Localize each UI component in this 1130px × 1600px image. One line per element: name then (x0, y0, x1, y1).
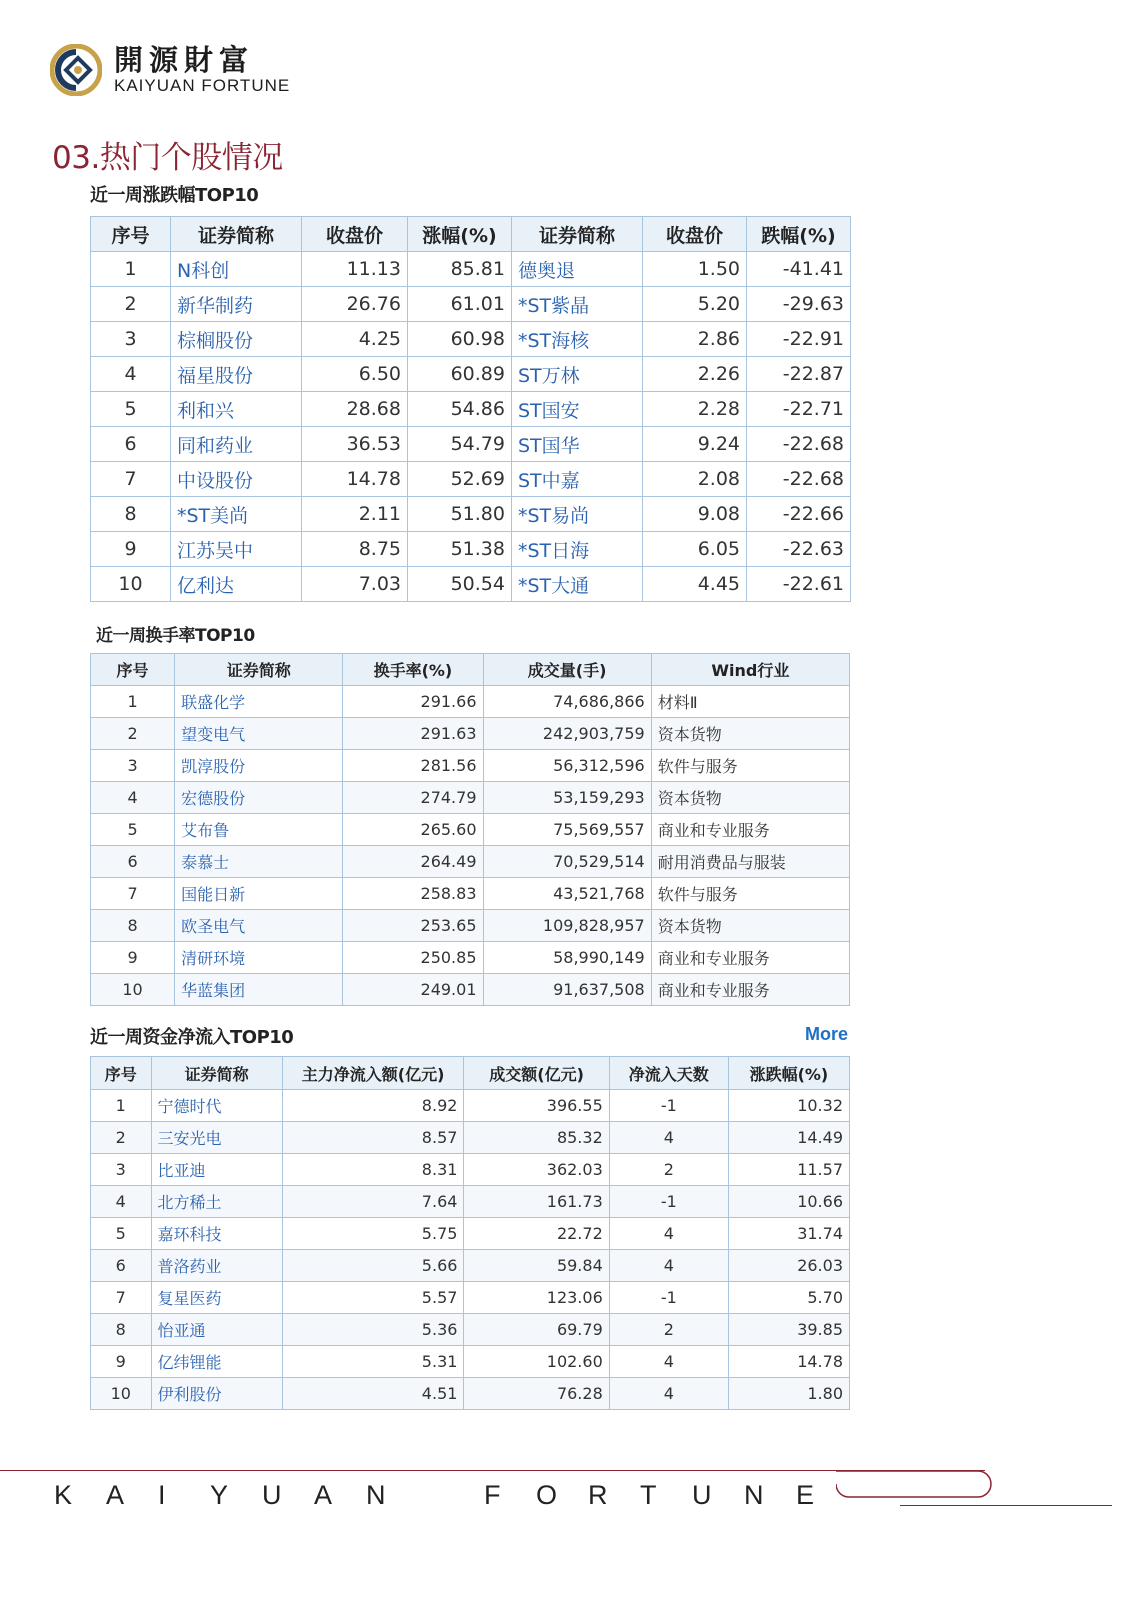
table-cell: 26.76 (302, 287, 408, 322)
stock-name-link[interactable]: 北方稀土 (151, 1186, 282, 1218)
column-header: 证券简称 (175, 654, 343, 686)
table-cell: 3 (91, 750, 175, 782)
column-header: 序号 (91, 654, 175, 686)
table-cell: -22.91 (747, 322, 851, 357)
table-cell: 4.45 (643, 567, 747, 602)
table-cell: 249.01 (343, 974, 483, 1006)
column-header: 收盘价 (302, 217, 408, 252)
stock-name-link[interactable]: 福星股份 (171, 357, 302, 392)
table-row (91, 1218, 850, 1250)
footer-letter: I (158, 1480, 166, 1510)
table-row (91, 497, 851, 532)
table-cell: 材料Ⅱ (651, 686, 849, 718)
table-cell: -22.87 (747, 357, 851, 392)
table-cell: 8.75 (302, 532, 408, 567)
stock-name-link[interactable]: 怡亚通 (151, 1314, 282, 1346)
stock-name-link[interactable]: ST国华 (512, 427, 643, 462)
table-cell: 10 (91, 1378, 152, 1410)
table-cell: -1 (609, 1090, 728, 1122)
stock-name-link[interactable]: 嘉环科技 (151, 1218, 282, 1250)
table-cell: 4 (91, 1186, 152, 1218)
table-cell: 4 (91, 357, 171, 392)
table-cell: 75,569,557 (483, 814, 651, 846)
table-cell: 56,312,596 (483, 750, 651, 782)
table-cell: 4 (609, 1250, 728, 1282)
table-cell: 7 (91, 462, 171, 497)
table-cell: 14.78 (302, 462, 408, 497)
table-cell: 85.81 (408, 252, 512, 287)
table-row (91, 1346, 850, 1378)
table-row (91, 357, 851, 392)
table-cell: 102.60 (464, 1346, 609, 1378)
table-cell: 291.66 (343, 686, 483, 718)
stock-name-link[interactable]: 艾布鲁 (175, 814, 343, 846)
stock-name-link[interactable]: 联盛化学 (175, 686, 343, 718)
footer-letter: U (692, 1480, 712, 1510)
table-cell: 36.53 (302, 427, 408, 462)
table-cell: -1 (609, 1186, 728, 1218)
table-cell: 161.73 (464, 1186, 609, 1218)
stock-name-link[interactable]: ST中嘉 (512, 462, 643, 497)
table-cell: 242,903,759 (483, 718, 651, 750)
kaiyuan-logo-icon (50, 44, 102, 96)
stock-name-link[interactable]: 伊利股份 (151, 1378, 282, 1410)
table-cell: 1 (91, 686, 175, 718)
table-cell: 53,159,293 (483, 782, 651, 814)
table-cell: 54.79 (408, 427, 512, 462)
table-cell: 396.55 (464, 1090, 609, 1122)
table-cell: 6 (91, 1250, 152, 1282)
table-cell: 6.50 (302, 357, 408, 392)
column-header: 证券简称 (512, 217, 643, 252)
footer-letter: O (536, 1480, 558, 1510)
table-cell: 60.89 (408, 357, 512, 392)
table-cell: 3 (91, 1154, 152, 1186)
table-cell: 14.78 (728, 1346, 849, 1378)
table-cell: 265.60 (343, 814, 483, 846)
table-cell: 6 (91, 846, 175, 878)
stock-name-link[interactable]: ST万林 (512, 357, 643, 392)
stock-name-link[interactable]: 同和药业 (171, 427, 302, 462)
table1-title: 近一周涨跌幅TOP10 (90, 185, 259, 206)
stock-name-link[interactable]: 新华制药 (171, 287, 302, 322)
column-header: 成交量(手) (483, 654, 651, 686)
stock-name-link[interactable]: *ST大通 (512, 567, 643, 602)
table-cell: 7.64 (282, 1186, 464, 1218)
more-link[interactable]: More (804, 1024, 848, 1044)
column-header: 成交额(亿元) (464, 1057, 609, 1090)
table-row (91, 392, 851, 427)
column-header: 收盘价 (643, 217, 747, 252)
column-header: 证券简称 (171, 217, 302, 252)
table-cell: 4 (609, 1346, 728, 1378)
table-cell: 耐用消费品与服装 (651, 846, 849, 878)
table-cell: -41.41 (747, 252, 851, 287)
table-row (91, 427, 851, 462)
column-header: Wind行业 (651, 654, 849, 686)
footer-letter: U (262, 1480, 282, 1510)
table-cell: 9.24 (643, 427, 747, 462)
stock-name-link[interactable]: N科创 (171, 252, 302, 287)
table-cell: 软件与服务 (651, 878, 849, 910)
table-cell: 14.49 (728, 1122, 849, 1154)
table-cell: 8 (91, 497, 171, 532)
table-cell: 5.36 (282, 1314, 464, 1346)
stock-name-link[interactable]: ST国安 (512, 392, 643, 427)
table-cell: 76.28 (464, 1378, 609, 1410)
table-row (91, 252, 851, 287)
table-cell: 58,990,149 (483, 942, 651, 974)
footer-letter: E (796, 1480, 815, 1510)
table-cell: 61.01 (408, 287, 512, 322)
table-cell: 31.74 (728, 1218, 849, 1250)
table-row (91, 1154, 850, 1186)
table-cell: 5 (91, 1218, 152, 1250)
brand-logo (50, 44, 290, 96)
table-row (91, 1378, 850, 1410)
table-cell: 123.06 (464, 1282, 609, 1314)
table-row (91, 1314, 850, 1346)
footer-letter: N (366, 1480, 386, 1510)
table-cell: 26.03 (728, 1250, 849, 1282)
table-cell: -1 (609, 1282, 728, 1314)
stock-name-link[interactable]: 欧圣电气 (175, 910, 343, 942)
table-cell: 8.92 (282, 1090, 464, 1122)
table-cell: 4 (609, 1378, 728, 1410)
stock-name-link[interactable]: 亿利达 (171, 567, 302, 602)
table-cell: 28.68 (302, 392, 408, 427)
table-cell: 274.79 (343, 782, 483, 814)
table-cell: 商业和专业服务 (651, 974, 849, 1006)
table-cell: 5.70 (728, 1282, 849, 1314)
table-row (91, 942, 850, 974)
table-cell: 11.13 (302, 252, 408, 287)
table-cell: 2 (609, 1314, 728, 1346)
table-cell: 资本货物 (651, 718, 849, 750)
stock-name-link[interactable]: 国能日新 (175, 878, 343, 910)
table-cell: -22.68 (747, 427, 851, 462)
table-cell: 264.49 (343, 846, 483, 878)
table-cell: 2.28 (643, 392, 747, 427)
table-cell: 11.57 (728, 1154, 849, 1186)
table-row (91, 1122, 850, 1154)
table-cell: -22.71 (747, 392, 851, 427)
column-header: 序号 (91, 217, 171, 252)
table-row (91, 1186, 850, 1218)
table-cell: -22.61 (747, 567, 851, 602)
table-cell: 74,686,866 (483, 686, 651, 718)
table-cell: 2.11 (302, 497, 408, 532)
table-cell: 2 (91, 1122, 152, 1154)
table-row (91, 322, 851, 357)
net-inflow-table (90, 1056, 850, 1410)
table-cell: 5 (91, 814, 175, 846)
table-cell: 109,828,957 (483, 910, 651, 942)
column-header: 序号 (91, 1057, 152, 1090)
table-cell: 2.08 (643, 462, 747, 497)
stock-name-link[interactable]: 复星医药 (151, 1282, 282, 1314)
table-cell: 2.86 (643, 322, 747, 357)
stock-name-link[interactable]: 普洛药业 (151, 1250, 282, 1282)
column-header: 主力净流入额(亿元) (282, 1057, 464, 1090)
table-cell: 50.54 (408, 567, 512, 602)
brand-name-en: KAIYUAN FORTUNE (114, 76, 291, 95)
table-row (91, 878, 850, 910)
table-cell: 4 (91, 782, 175, 814)
table-cell: 70,529,514 (483, 846, 651, 878)
table-cell: 250.85 (343, 942, 483, 974)
table-cell: 1.80 (728, 1378, 849, 1410)
table-cell: 1 (91, 252, 171, 287)
table-cell: -22.68 (747, 462, 851, 497)
table-cell: 43,521,768 (483, 878, 651, 910)
column-header: 涨跌幅(%) (728, 1057, 849, 1090)
footer-brand-text (54, 1480, 848, 1511)
footer-letter: T (640, 1480, 657, 1510)
table-cell: 10 (91, 567, 171, 602)
stock-name-link[interactable]: 凯淳股份 (175, 750, 343, 782)
stock-name-link[interactable]: *ST海核 (512, 322, 643, 357)
table-cell: 5.66 (282, 1250, 464, 1282)
table-row (91, 718, 850, 750)
table-cell: 1.50 (643, 252, 747, 287)
table-cell: 22.72 (464, 1218, 609, 1250)
table-cell: 8.57 (282, 1122, 464, 1154)
column-header: 净流入天数 (609, 1057, 728, 1090)
column-header: 证券简称 (151, 1057, 282, 1090)
stock-name-link[interactable]: 望变电气 (175, 718, 343, 750)
footer-letter: K (54, 1480, 73, 1510)
table-cell: 7.03 (302, 567, 408, 602)
table-cell: 5.31 (282, 1346, 464, 1378)
stock-name-link[interactable]: 宁德时代 (151, 1090, 282, 1122)
stock-name-link[interactable]: *ST美尚 (171, 497, 302, 532)
table-cell: 商业和专业服务 (651, 814, 849, 846)
stock-name-link[interactable]: 三安光电 (151, 1122, 282, 1154)
table-cell: 4.51 (282, 1378, 464, 1410)
column-header: 换手率(%) (343, 654, 483, 686)
footer-letter: R (588, 1480, 608, 1510)
table-cell: 9 (91, 942, 175, 974)
table-cell: 60.98 (408, 322, 512, 357)
table-cell: 2 (609, 1154, 728, 1186)
table-cell: 4 (609, 1122, 728, 1154)
column-header: 涨幅(%) (408, 217, 512, 252)
footer-letter: N (744, 1480, 764, 1510)
footer-pill-decoration (836, 1470, 992, 1498)
table-row (91, 532, 851, 567)
footer-letter: A (314, 1480, 333, 1510)
table-cell: -22.66 (747, 497, 851, 532)
table-cell: 9 (91, 532, 171, 567)
table-row (91, 910, 850, 942)
table-cell: 9.08 (643, 497, 747, 532)
table-cell: 2 (91, 287, 171, 322)
stock-name-link[interactable]: 宏德股份 (175, 782, 343, 814)
table-cell: 5.75 (282, 1218, 464, 1250)
turnover-table (90, 653, 850, 1006)
table-cell: 51.80 (408, 497, 512, 532)
stock-name-link[interactable]: 清研环境 (175, 942, 343, 974)
table-row (91, 1250, 850, 1282)
table-cell: 291.63 (343, 718, 483, 750)
table-cell: 91,637,508 (483, 974, 651, 1006)
brand-name-cn: 開源財富 (114, 43, 255, 77)
table3-title: 近一周资金净流入TOP10 (90, 1027, 294, 1048)
table-cell: 5.57 (282, 1282, 464, 1314)
stock-name-link[interactable]: 亿纬锂能 (151, 1346, 282, 1378)
stock-name-link[interactable]: 德奥退 (512, 252, 643, 287)
table-cell: 7 (91, 1282, 152, 1314)
stock-name-link[interactable]: 利和兴 (171, 392, 302, 427)
table-cell: 10.32 (728, 1090, 849, 1122)
stock-name-link[interactable]: 棕榈股份 (171, 322, 302, 357)
table-cell: 8 (91, 1314, 152, 1346)
table-cell: 5.20 (643, 287, 747, 322)
table-cell: 资本货物 (651, 782, 849, 814)
table-row (91, 462, 851, 497)
table-cell: 9 (91, 1346, 152, 1378)
table-cell: 资本货物 (651, 910, 849, 942)
stock-name-link[interactable]: 泰慕士 (175, 846, 343, 878)
table-cell: 商业和专业服务 (651, 942, 849, 974)
stock-name-link[interactable]: *ST易尚 (512, 497, 643, 532)
table-row (91, 814, 850, 846)
table-cell: -29.63 (747, 287, 851, 322)
table-cell: 6 (91, 427, 171, 462)
stock-name-link[interactable]: *ST紫晶 (512, 287, 643, 322)
table-row (91, 846, 850, 878)
table-row (91, 782, 850, 814)
table-cell: 2 (91, 718, 175, 750)
table-cell: 85.32 (464, 1122, 609, 1154)
table-row (91, 1282, 850, 1314)
table-cell: 4.25 (302, 322, 408, 357)
table2-title: 近一周换手率TOP10 (96, 626, 255, 646)
table-cell: 10 (91, 974, 175, 1006)
footer-letter: Y (210, 1480, 229, 1510)
table-cell: 362.03 (464, 1154, 609, 1186)
table-cell: 51.38 (408, 532, 512, 567)
table-cell: 6.05 (643, 532, 747, 567)
footer-tail-rule (900, 1505, 1112, 1506)
table-row (91, 1090, 850, 1122)
footer-letter: F (484, 1480, 501, 1510)
stock-name-link[interactable]: 比亚迪 (151, 1154, 282, 1186)
stock-name-link[interactable]: *ST日海 (512, 532, 643, 567)
table-cell: 3 (91, 322, 171, 357)
stock-name-link[interactable]: 江苏吴中 (171, 532, 302, 567)
table-cell: 54.86 (408, 392, 512, 427)
footer-letter: A (106, 1480, 125, 1510)
column-header: 跌幅(%) (747, 217, 851, 252)
table-cell: 4 (609, 1218, 728, 1250)
table-cell: 69.79 (464, 1314, 609, 1346)
section-title: 03.热门个股情况 (52, 140, 283, 176)
table-row (91, 750, 850, 782)
table-cell: 2.26 (643, 357, 747, 392)
table-cell: 软件与服务 (651, 750, 849, 782)
table-cell: 59.84 (464, 1250, 609, 1282)
table-cell: 258.83 (343, 878, 483, 910)
table-cell: -22.63 (747, 532, 851, 567)
table-row (91, 974, 850, 1006)
table-row (91, 287, 851, 322)
table-cell: 10.66 (728, 1186, 849, 1218)
table-cell: 281.56 (343, 750, 483, 782)
table-cell: 52.69 (408, 462, 512, 497)
table-cell: 39.85 (728, 1314, 849, 1346)
table-cell: 253.65 (343, 910, 483, 942)
table-cell: 8.31 (282, 1154, 464, 1186)
table-cell: 7 (91, 878, 175, 910)
table-cell: 8 (91, 910, 175, 942)
table-row (91, 686, 850, 718)
stock-name-link[interactable]: 华蓝集团 (175, 974, 343, 1006)
table-cell: 1 (91, 1090, 152, 1122)
table-row (91, 567, 851, 602)
stock-name-link[interactable]: 中设股份 (171, 462, 302, 497)
price-change-table (90, 216, 851, 602)
table-cell: 5 (91, 392, 171, 427)
